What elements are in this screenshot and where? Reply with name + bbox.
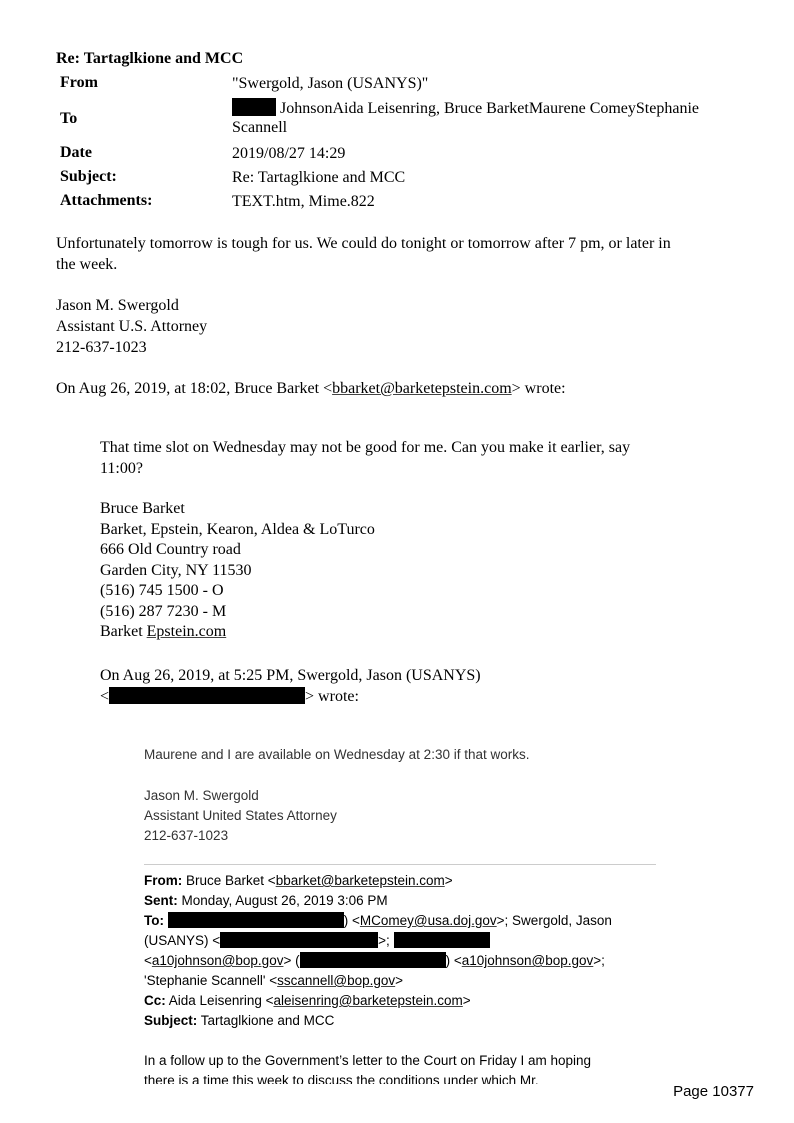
fwd-to-email3-link[interactable]: a10johnson@bop.gov	[461, 953, 594, 968]
header-to-value	[232, 98, 752, 137]
fwd-sent-value: Monday, August 26, 2019 3:06 PM	[181, 893, 388, 908]
signature-title: Assistant U.S. Attorney	[56, 318, 208, 335]
quote1-sig-addr2: Garden City, NY 11530	[100, 561, 252, 579]
quote1-line1: That time slot on Wednesday may not be good for me. Can you make it earlier, say	[100, 439, 631, 456]
body-paragraph-line1: Unfortunately tomorrow is tough for us. We could do tonight or tomorrow after 7 pm, or later in	[56, 235, 671, 252]
header-from-value: "Swergold, Jason (USANYS)"	[232, 75, 429, 92]
redaction-block	[300, 952, 446, 968]
fwd-cc-email-link[interactable]: aleisenring@barketepstein.com	[273, 993, 463, 1008]
fwd-to-line4-suffix: >	[395, 973, 404, 988]
quote1-intro-text: On Aug 26, 2019, at 18:02, Bruce Barket <	[56, 380, 333, 397]
header-date-value: 2019/08/27 14:29	[232, 145, 346, 162]
fwd-to-line3-suffix: >;	[593, 953, 605, 968]
quote1-intro-email-link[interactable]: bbarket@barketepstein.com	[332, 380, 512, 397]
quote1-sig-site-link[interactable]: Epstein.com	[146, 623, 227, 640]
quote1-sig-phone-m: (516) 287 7230 - M	[100, 602, 227, 620]
email-title: Re: Tartaglkione and MCC	[56, 50, 244, 67]
fwd-to-part1: ) <	[343, 913, 360, 928]
fwd-body-line2: there is a time this week to discuss the conditions under which Mr.	[144, 1073, 539, 1084]
separator-line	[144, 864, 656, 865]
fwd-to-line3-mid: > (	[283, 953, 300, 968]
fwd-from-suffix: >	[444, 873, 453, 888]
quote2-signature	[144, 786, 644, 846]
header-to-label: To	[60, 110, 78, 127]
quote1-line2: 11:00?	[100, 459, 143, 477]
quote1-sig-firm: Barket, Epstein, Kearon, Aldea & LoTurco	[100, 520, 375, 538]
redaction-block	[232, 98, 276, 116]
header-date-label: Date	[60, 144, 92, 161]
fwd-to-part2: >; Swergold, Jason	[496, 913, 612, 928]
quote1-sig-addr1: 666 Old Country road	[100, 541, 241, 558]
fwd-to-email1-link[interactable]: MComey@usa.doj.gov	[359, 913, 497, 928]
fwd-subject-value: Tartaglkione and MCC	[200, 1013, 335, 1028]
fwd-from-label: From:	[144, 873, 183, 888]
fwd-to-email2-link[interactable]: a10johnson@bop.gov	[151, 953, 284, 968]
header-subject-value: Re: Tartaglkione and MCC	[232, 169, 406, 186]
quote1-intro	[56, 378, 746, 399]
fwd-sent-label: Sent:	[144, 893, 178, 908]
header-attachments-value: TEXT.htm, Mime.822	[232, 193, 375, 210]
header-subject-label: Subject:	[60, 168, 117, 185]
fwd-to-line3-mid2: ) <	[445, 953, 462, 968]
quote1-sig-site-prefix: Barket	[100, 623, 147, 640]
header-attachments-label: Attachments:	[60, 192, 153, 209]
quote2-intro-line2	[100, 687, 740, 708]
quote1-intro-suffix: > wrote:	[511, 380, 566, 397]
fwd-cc-value: Aida Leisenring <	[168, 993, 274, 1008]
quote2-sig-phone: 212-637-1023	[144, 828, 229, 843]
fwd-to-line2-suffix: >;	[378, 933, 390, 948]
fwd-to-row-4	[144, 971, 403, 991]
fwd-subject-label: Subject:	[144, 1013, 198, 1028]
header-from-label: From	[60, 74, 98, 91]
fwd-from-email-link[interactable]: bbarket@barketepstein.com	[275, 873, 445, 888]
signature-phone: 212-637-1023	[56, 339, 147, 356]
quote1-signature	[100, 499, 660, 643]
fwd-to-email4-link[interactable]: sscannell@bop.gov	[277, 973, 396, 988]
fwd-sent-row	[144, 891, 388, 911]
fwd-cc-label: Cc:	[144, 993, 166, 1008]
fwd-body-line1: In a follow up to the Government’s letter to the Court on Friday I am hoping	[144, 1053, 591, 1068]
fwd-cc-suffix: >	[462, 993, 471, 1008]
redaction-block	[168, 912, 344, 928]
quote2-intro-lt: <	[100, 687, 110, 705]
fwd-from-row	[144, 871, 453, 891]
fwd-to-row-2	[144, 931, 490, 951]
fwd-cc-row	[144, 991, 471, 1011]
fwd-subject-row	[144, 1011, 334, 1031]
quote2-sig-name: Jason M. Swergold	[144, 788, 259, 803]
redaction-block	[109, 687, 305, 704]
header-to-value-line2: Scannell	[232, 119, 288, 136]
fwd-to-row-3	[144, 951, 605, 971]
redaction-block	[394, 932, 490, 948]
fwd-from-value: Bruce Barket <	[186, 873, 276, 888]
header-to-value-line1: JohnsonAida Leisenring, Bruce BarketMaurene ComeyStephanie	[280, 100, 699, 117]
redaction-block	[220, 932, 378, 948]
quote2-intro-suffix: > wrote:	[305, 687, 359, 705]
fwd-to-line4-prefix: 'Stephanie Scannell' <	[144, 973, 278, 988]
signature-name: Jason M. Swergold	[56, 297, 179, 314]
quote2-body: Maurene and I are available on Wednesday at 2:30 if that works.	[144, 747, 530, 762]
quote1-body	[100, 438, 760, 479]
fwd-to-line2-prefix: (USANYS) <	[144, 933, 221, 948]
signature-block	[56, 295, 746, 358]
page-number: Page 10377	[673, 1083, 754, 1100]
quote2-intro-line1: On Aug 26, 2019, at 5:25 PM, Swergold, Jason (USANYS)	[100, 667, 481, 684]
quote1-sig-phone-o: (516) 745 1500 - O	[100, 582, 224, 599]
quote1-sig-name: Bruce Barket	[100, 500, 185, 517]
quote2-intro	[100, 666, 740, 707]
body-paragraph-line2: the week.	[56, 256, 118, 273]
fwd-to-label: To:	[144, 913, 164, 928]
fwd-to-line3-lt: <	[144, 953, 152, 968]
quote2-sig-title: Assistant United States Attorney	[144, 808, 337, 823]
body-paragraph	[56, 233, 746, 275]
quote1-sig-site	[100, 622, 660, 643]
forwarded-body	[144, 1051, 704, 1084]
fwd-to-row-1	[144, 911, 612, 931]
